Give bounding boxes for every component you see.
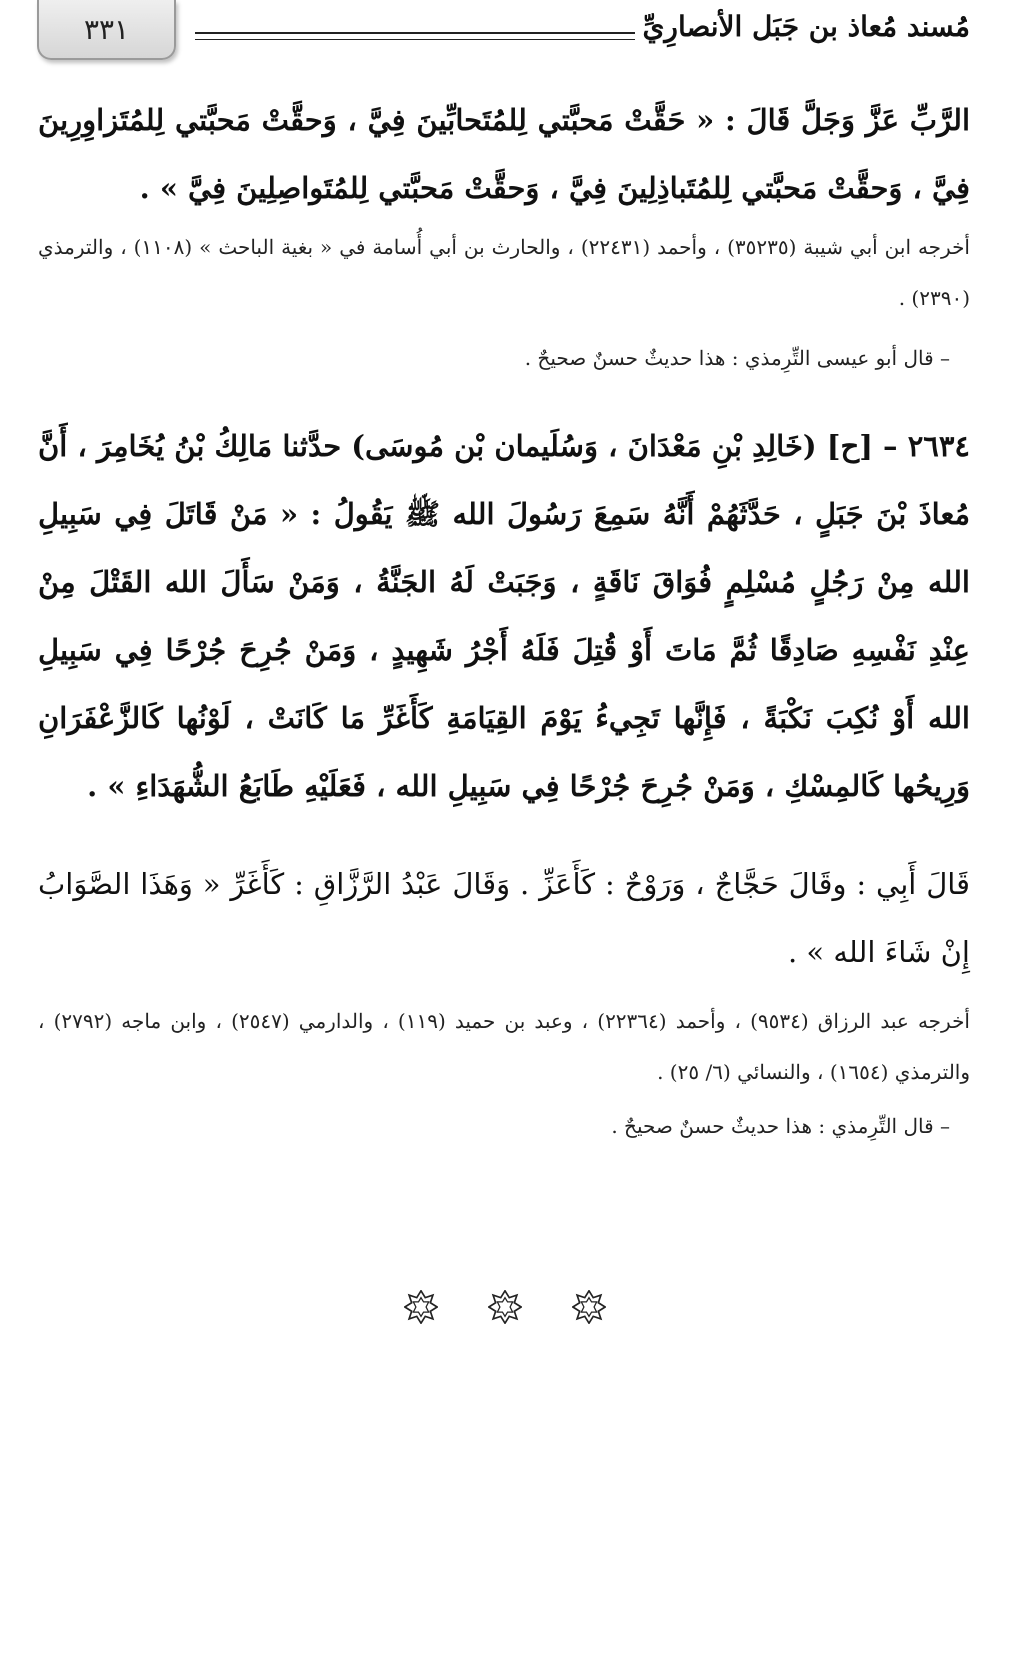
header-rule <box>195 32 635 34</box>
section-end-ornaments <box>0 1290 1010 1324</box>
eight-point-star-ornament-icon <box>488 1290 522 1324</box>
narrator-comment: قَالَ أَبِي : وقَالَ حَجَّاجٌ ، وَرَوْحٌ : كَأَعَزِّ . وَقَالَ عَبْدُ الرَّزَّاقِ : كَأَغَرِّ « وَهَذَا الصَّوَابُ إِنْ شَاءَ الله » . <box>38 867 970 969</box>
running-title: مُسند مُعاذ بن جَبَل الأنصارِيِّ <box>642 10 970 43</box>
takhrij-footnote: أخرجه ابن أبي شيبة (٣٥٢٣٥) ، وأحمد (٢٢٤٣١) ، والحارث بن أبي أُسامة في « بغية الباحث » (١١٠٨) ، والترمذي (٢٣٩٠) . <box>38 235 970 310</box>
tirmidhi-grading-note-2634: – قال التِّرِمذي : هذا حديثٌ حسنٌ صحيحٌ . <box>611 1114 950 1138</box>
page-number: ٣٣١ <box>83 12 130 46</box>
takhrij-footnote-2634: أخرجه عبد الرزاق (٩٥٣٤) ، وأحمد (٢٢٣٦٤) ، وعبد بن حميد (١١٩) ، والدارمي (٢٥٤٧) ، وابن ماجه (٢٧٩٢) ، والترمذي (١٦٥٤) ، والنسائي (٦/ ٢٥) . <box>38 1009 970 1084</box>
hadith-text-continued: الرَّبِّ عَزَّ وَجَلَّ قَالَ : « حَقَّتْ مَحبَّتي لِلمُتَحابِّينَ فِيَّ ، وَحقَّتْ مَحبَّتي لِلمُتَزاوِرِينَ فِيَّ ، وَحقَّتْ مَحبَّتي لِلمُتَباذِلِينَ فِيَّ ، وَحقَّتْ مَحبَّتي لِلمُتَواصِلِينَ فِيَّ » . <box>38 103 970 205</box>
hadith-2634-text: ٢٦٣٤ – [ح] (خَالِدِ بْنِ مَعْدَانَ ، وَسُلَيمان بْن مُوسَى) حدَّثنا مَالِكُ بْنُ يُخَامِرَ ، أَنَّ مُعاذَ بْنَ جَبَلٍ ، حَدَّثَهُمْ أَنَّهُ سَمِعَ رَسُولَ الله ﷺ يَقُولُ : « مَنْ قَاتَلَ فِي سَبِيلِ الله مِنْ رَجُلٍ مُسْلِمٍ فُوَاقَ نَاقَةٍ ، وَجَبَتْ لَهُ الجَنَّةُ ، وَمَنْ سَأَلَ الله القَتْلَ مِنْ عِنْدِ نَفْسِهِ صَادِقًا ثُمَّ مَاتَ أَوْ قُتِلَ فَلَهُ أَجْرُ شَهِيدٍ ، وَمَنْ جُرِحَ جُرْحًا فِي سَبِيلِ الله أَوْ نُكِبَ نَكْبَةً ، فَإِنَّها تَجِيءُ يَوْمَ القِيَامَةِ كَأَغَرِّ مَا كَانَتْ ، لَوْنُها كَالزَّعْفَرَانِ وَرِيحُها كَالمِسْكِ ، وَمَنْ جُرِحَ جُرْحًا فِي سَبِيلِ الله ، فَعَلَيْهِ طَابَعُ الشُّهَدَاءِ » . <box>38 429 970 803</box>
eight-point-star-ornament-icon <box>404 1290 438 1324</box>
header-rule-thin <box>195 39 635 40</box>
eight-point-star-ornament-icon <box>572 1290 606 1324</box>
tirmidhi-grading-note: – قال أبو عيسى التِّرِمذي : هذا حديثٌ حسنٌ صحيحٌ . <box>524 346 950 370</box>
page-number-tab <box>37 0 176 60</box>
